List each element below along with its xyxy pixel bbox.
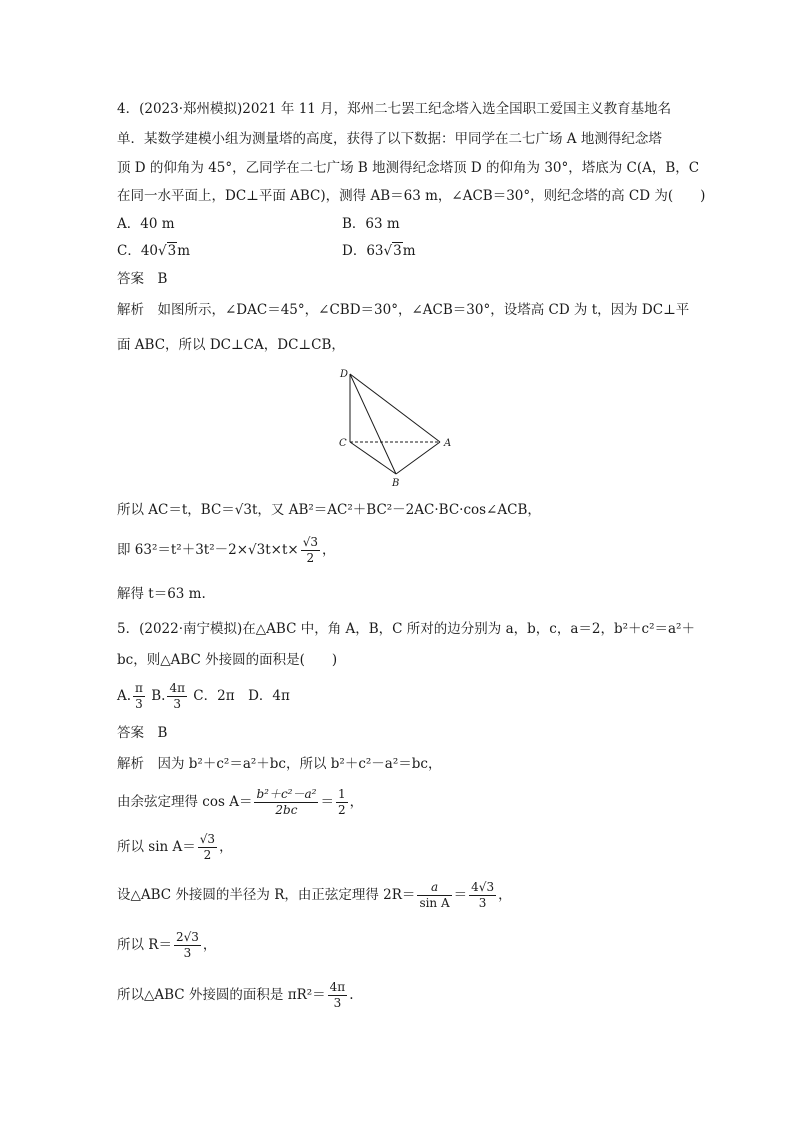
q5-solution-line-5 bbox=[117, 931, 216, 960]
q5-solution-line-3 bbox=[117, 833, 233, 862]
q4-stem-line-2: 单．某数学建模小组为测量塔的高度，获得了以下数据：甲同学在二七广场 A 地测得纪念塔 bbox=[117, 131, 662, 147]
q5-option-b-fraction: $\frac{4\pi}{3}$ bbox=[169, 681, 185, 712]
q4-option-c bbox=[117, 245, 190, 259]
q4-answer: 答案 B bbox=[117, 271, 168, 287]
q5-answer: 答案 B bbox=[117, 725, 168, 741]
q5-sol2-lead: 由余弦定理得 cos A＝ bbox=[117, 794, 253, 811]
q4-sol4-lead: 即 63²＝t²＋3t²－2×√3t×t× bbox=[117, 542, 299, 559]
q5-sol2-fraction: $\frac{\text{b²＋c²－a²}}{2bc}$ bbox=[256, 787, 317, 818]
q5-sol2-equals: ＝ bbox=[320, 794, 334, 811]
q5-stem-line-2: bc，则△ABC 外接圆的面积是( ) bbox=[117, 652, 338, 668]
q5-sol4-tail: ， bbox=[498, 887, 512, 904]
q5-sol6-lead: 所以△ABC 外接圆的面积是 πR²＝ bbox=[117, 987, 326, 1004]
label-c: C bbox=[339, 438, 347, 449]
q5-sol4-fraction: $\frac{a}{\text{sin A}}$ bbox=[419, 880, 450, 911]
q4-stem-line-1: 4．(2023·郑州模拟)2021 年 11 月，郑州二七罢工纪念塔入选全国职工爱国主义教育基地名 bbox=[117, 101, 672, 117]
q5-sol3-tail: ， bbox=[219, 839, 233, 856]
q5-option-a-label: A. bbox=[117, 688, 132, 705]
q4-option-d-unit: m bbox=[402, 243, 416, 259]
q4-solution-line-1: 解析 如图所示，∠DAC＝45°，∠CBD＝30°，∠ACB＝30°，设塔高 CD 为 t，因为 DC⊥平 bbox=[117, 302, 690, 318]
q5-sol2-fraction-2: $\frac{1}{2}$ bbox=[337, 787, 346, 818]
q4-stem-line-4: 在同一水平面上，DC⊥平面 ABC)，测得 AB＝63 m，∠ACB＝30°，则纪念塔的高 CD 为( ) bbox=[117, 188, 706, 204]
q4-stem-line-3: 顶 D 的仰角为 45°，乙同学在二七广场 B 地测得纪念塔顶 D 的仰角为 30°，塔底为 C(A，B，C bbox=[117, 160, 700, 176]
q4-option-a: A．40 m bbox=[117, 216, 175, 232]
q5-sol4-equals: ＝ bbox=[453, 887, 468, 904]
label-a: A bbox=[444, 438, 452, 449]
q5-sol2-tail: ， bbox=[349, 794, 364, 811]
q5-options bbox=[117, 682, 290, 711]
q5-sol4-lead: 设△ABC 外接圆的半径为 R，由正弦定理得 2R＝ bbox=[117, 887, 416, 904]
q5-sol3-lead: 所以 sin A＝ bbox=[117, 839, 196, 856]
q4-option-c-unit: m bbox=[177, 243, 191, 259]
q4-solution-line-2: 面 ABC，所以 DC⊥CA，DC⊥CB， bbox=[117, 337, 345, 353]
q4-option-c-sqrt: √3 bbox=[158, 243, 177, 259]
q5-sol4-fraction-2: $\frac{4√3}{3}$ bbox=[471, 880, 495, 911]
q5-sol5-lead: 所以 R＝ bbox=[117, 937, 172, 954]
q4-sol4-tail: ， bbox=[322, 542, 336, 559]
q5-option-a-fraction: $\frac{\pi}{3}$ bbox=[135, 681, 143, 712]
q5-stem-line-1: 5．(2022·南宁模拟)在△ABC 中，角 A，B，C 所对的边分别为 a，b，c，a＝2，b²＋c²＝a²＋ bbox=[117, 621, 695, 637]
label-d: D bbox=[340, 369, 349, 380]
edge-da bbox=[350, 374, 440, 442]
q4-option-d-sqrt: √3 bbox=[383, 243, 402, 259]
q4-solution-line-3: 所以 AC＝t，BC＝√3t，又 AB²＝AC²＋BC²－2AC·BC·cos∠ACB， bbox=[117, 502, 541, 518]
q5-sol5-fraction: $\frac{2√3}{3}$ bbox=[175, 930, 199, 961]
q4-solution-line-5: 解得 t＝63 m. bbox=[117, 586, 206, 602]
q4-option-b: B．63 m bbox=[342, 216, 400, 232]
q4-solution-line-4 bbox=[117, 536, 336, 565]
tetrahedron-figure bbox=[330, 362, 460, 492]
q5-solution-line-4 bbox=[117, 881, 512, 910]
q5-solution-line-6 bbox=[117, 981, 354, 1010]
q5-sol6-tail: . bbox=[349, 987, 354, 1004]
edge-ab bbox=[396, 442, 440, 474]
q4-option-d bbox=[342, 245, 416, 259]
q5-options-c-d: C．2π D．4π bbox=[193, 688, 290, 705]
q5-sol3-fraction: $\frac{√3}{2}$ bbox=[199, 832, 216, 863]
edge-db bbox=[350, 374, 396, 474]
label-b: B bbox=[392, 478, 400, 489]
q5-solution-line-2 bbox=[117, 788, 363, 817]
q4-option-d-coef: D．63 bbox=[342, 243, 384, 259]
q5-solution-line-1: 解析 因为 b²＋c²＝a²＋bc，所以 b²＋c²－a²＝bc， bbox=[117, 756, 442, 772]
q5-option-b-label: B. bbox=[151, 688, 166, 705]
q4-option-c-coef: C．40 bbox=[117, 243, 159, 259]
q4-sol4-fraction: $\frac{√3}{2}$ bbox=[302, 535, 318, 566]
q5-sol5-tail: ， bbox=[202, 937, 217, 954]
q5-sol6-fraction: $\frac{4\pi}{3}$ bbox=[329, 980, 346, 1011]
